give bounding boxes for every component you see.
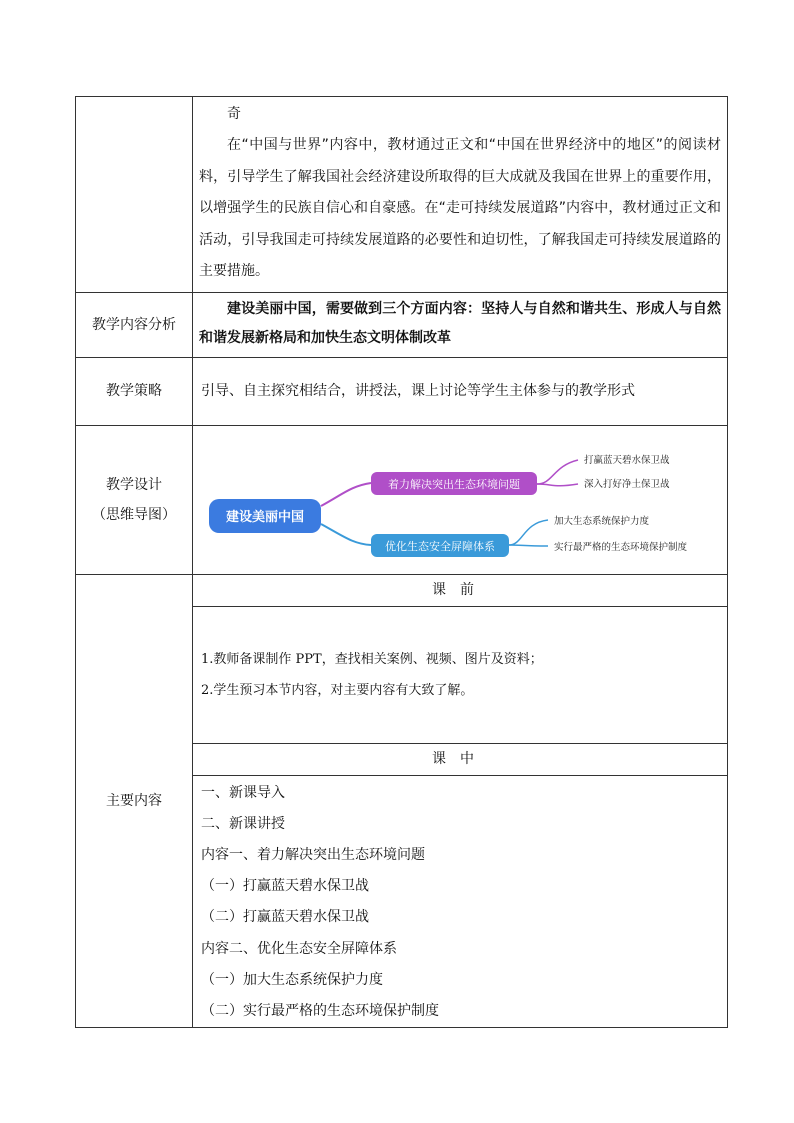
in-class-cell xyxy=(193,775,727,1027)
main-content-row xyxy=(76,574,728,1028)
intro-text-cell xyxy=(193,97,728,293)
mindmap-root-label: 建设美丽中国 xyxy=(225,509,305,525)
lesson-plan-table xyxy=(75,96,728,1028)
before-class-cell xyxy=(193,606,727,743)
strategy-text-cell xyxy=(193,357,728,425)
mindmap-branch2-label: 优化生态安全屏障体系 xyxy=(385,539,495,553)
mindmap-leaf-1: 打赢蓝天碧水保卫战 xyxy=(584,454,670,466)
strategy-text: 引导、自主探究相结合，讲授法，课上讨论等学生主体参与的教学形式 xyxy=(201,383,635,399)
in-class-item-3: 内容一、着力解决突出生态环境问题 xyxy=(201,846,425,863)
mindmap-leaf-connector-1 xyxy=(537,460,578,484)
in-class-item-8: （二）实行最严格的生态环境保护制度 xyxy=(201,1002,439,1019)
in-class-item-2: 二、新课讲授 xyxy=(201,815,285,832)
in-class-item-7: （一）加大生态系统保护力度 xyxy=(201,971,383,988)
analysis-text-cell xyxy=(193,292,728,357)
design-label-line1: 教学设计 xyxy=(106,476,162,493)
design-label-line2: （思维导图） xyxy=(92,506,176,523)
in-class-item-4: （一）打赢蓝天碧水保卫战 xyxy=(201,878,369,895)
mindmap-leaf-4: 实行最严格的生态环境保护制度 xyxy=(554,541,688,553)
before-class-heading: 课前 xyxy=(193,575,727,607)
in-class-item-1: 一、新课导入 xyxy=(201,784,285,801)
mindmap-branch1-label: 着力解决突出生态环境问题 xyxy=(388,477,520,491)
in-class-heading: 课中 xyxy=(193,743,727,775)
mindmap-leaf-connector-4 xyxy=(509,545,548,546)
mindmap-leaf-connector-2 xyxy=(537,484,578,486)
before-class-item-1: 1.教师备课制作 PPT，查找相关案例、视频、图片及资料； xyxy=(201,651,543,667)
strategy-label: 教学策略 xyxy=(76,357,193,425)
before-class-item-2: 2.学生预习本节内容，对主要内容有大致了解。 xyxy=(201,682,474,698)
mindmap xyxy=(193,426,727,570)
mindmap-leaf-3: 加大生态系统保护力度 xyxy=(554,515,650,527)
mindmap-leaf-2: 深入打好净土保卫战 xyxy=(584,478,670,490)
main-content-cell xyxy=(193,574,728,1028)
mindmap-connector-1 xyxy=(321,483,371,506)
main-content-inner-table xyxy=(193,575,727,1028)
mindmap-connector-2 xyxy=(321,524,371,545)
design-label-cell xyxy=(76,425,193,574)
analysis-text: 建设美丽中国，需要做到三个方面内容：坚持人与自然和谐共生、形成人与自然和谐发展新格局和加快生态文明体制改革 xyxy=(199,300,721,346)
intro-paragraph: 在“中国与世界”内容中，教材通过正文和“中国在世界经济中的地区”的阅读材料，引导学生了解我国社会经济建设所取得的巨大成就及我国在世界上的重要作用，以增强学生的民族自信心和自豪感。在“走可持续发展道路”内容中，教材通过正文和活动，引导我国走可持续发展道路的必要性和迫切性，了解我国走可持续发展道路的主要措施。 xyxy=(199,137,721,279)
analysis-row xyxy=(76,292,728,357)
intro-label-cell xyxy=(76,97,193,293)
mindmap-leaf-connector-3 xyxy=(509,520,548,545)
in-class-item-6: 内容二、优化生态安全屏障体系 xyxy=(201,940,397,957)
design-row xyxy=(76,425,728,574)
analysis-label: 教学内容分析 xyxy=(76,292,193,357)
intro-row xyxy=(76,97,728,293)
mindmap-cell xyxy=(193,425,728,574)
main-content-label: 主要内容 xyxy=(76,574,193,1028)
in-class-item-5: （二）打赢蓝天碧水保卫战 xyxy=(201,909,369,926)
intro-line-0: 奇 xyxy=(227,106,241,122)
strategy-row xyxy=(76,357,728,425)
